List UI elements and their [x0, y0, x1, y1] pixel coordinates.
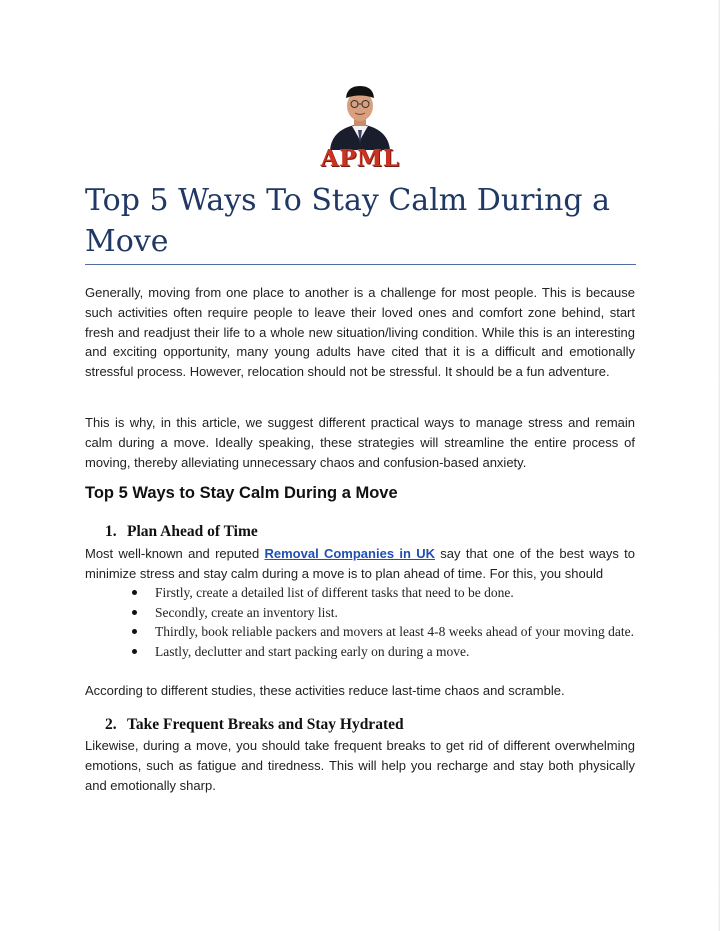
page-title: Top 5 Ways To Stay Calm During a Move: [85, 183, 611, 259]
list-item: [130, 583, 635, 603]
intro-paragraph-2: This is why, in this article, we suggest different practical ways to manage stress and remain calm during a move. Ideally speaking, these strategies will streamline the entire process of moving, thereby alleviating unnecessary chaos and confusion-based anxiety.: [85, 415, 635, 470]
section-1-text-before-link: Most well-known and reputed: [85, 546, 265, 561]
list-item-text: Firstly, create a detailed list of different tasks that need to be done.: [155, 585, 514, 600]
section-1-text-after-link: say that one of the best ways to minimize stress and stay calm during a move is to plan ahead of time. For this, you should: [85, 546, 635, 581]
subheading-2-text: Take Frequent Breaks and Stay Hydrated: [127, 716, 404, 733]
logo-wordmark: APML: [320, 145, 400, 172]
section-heading: Top 5 Ways to Stay Calm During a Move: [85, 484, 398, 502]
subheading-2: [105, 716, 605, 734]
section-2-paragraph: Likewise, during a move, you should take frequent breaks to get rid of different overwhelming emotions, such as fatigue and tiredness. This will help you recharge and stay both physically and emotionally sharp.: [85, 738, 635, 793]
title-divider: [85, 264, 636, 265]
list-item: [130, 603, 635, 623]
list-item: [130, 622, 635, 642]
list-item: [130, 642, 635, 662]
section-1-closing: According to different studies, these activities reduce last-time chaos and scramble.: [85, 683, 565, 698]
removal-companies-link[interactable]: Removal Companies in UK: [264, 546, 435, 561]
intro-paragraph-1: Generally, moving from one place to another is a challenge for most people. This is because such activities often require people to leave their loved ones and comfort zone behind, start fresh and readjust their life to a whole new situation/living condition. While this is an interesting and exciting opportunity, many young adults have cited that it is a difficult and emotionally stressful process. However, relocation should not be stressful. It should be a fun adventure.: [85, 285, 635, 380]
bullet-icon: [132, 629, 137, 634]
plan-bullet-list: [130, 583, 635, 661]
section-1-paragraph: [85, 544, 635, 584]
subheading-1-text: Plan Ahead of Time: [127, 523, 258, 540]
subheading-1: [105, 523, 605, 541]
list-item-text: Secondly, create an inventory list.: [155, 604, 338, 620]
list-item-text: Thirdly, book reliable packers and movers at least 4-8 weeks ahead of your moving date.: [155, 624, 634, 639]
subheading-1-number: 1.: [105, 523, 117, 540]
man-portrait-icon: [316, 84, 404, 150]
company-logo: [316, 84, 406, 174]
list-item-text: Lastly, declutter and start packing early on during a move.: [155, 643, 470, 659]
bullet-icon: [132, 610, 137, 615]
bullet-icon: [132, 590, 137, 595]
bullet-icon: [132, 649, 137, 654]
subheading-2-number: 2.: [105, 716, 117, 733]
